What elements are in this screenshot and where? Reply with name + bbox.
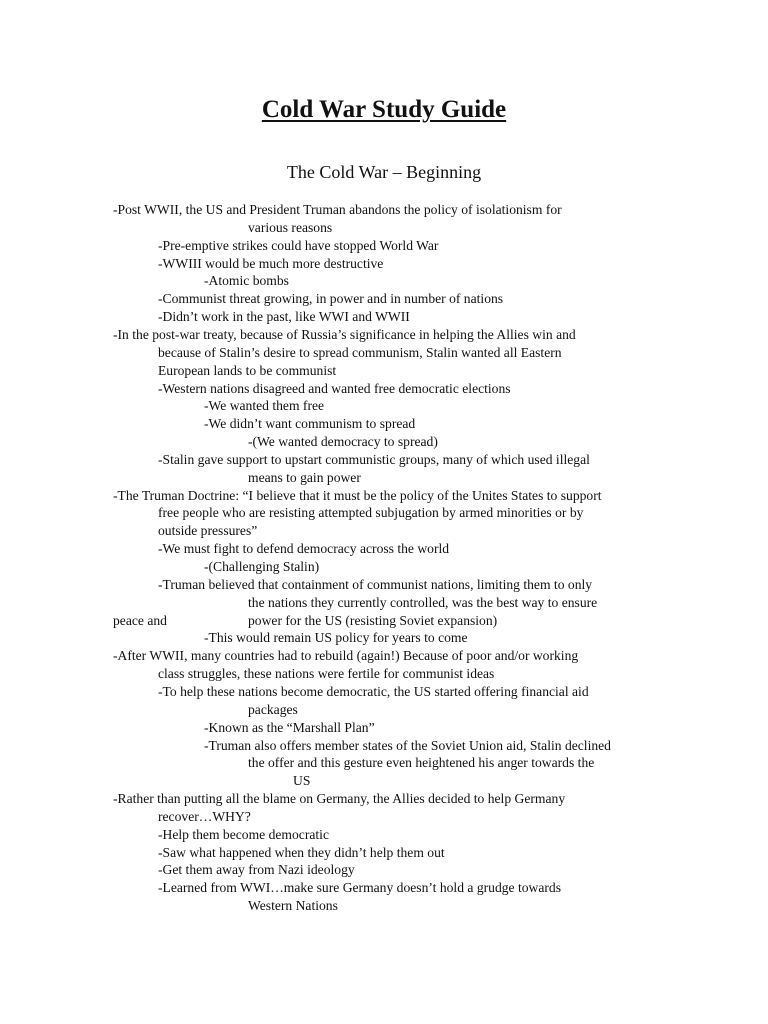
text-line: peace and bbox=[113, 612, 167, 628]
text-line: -We must fight to defend democracy across the world bbox=[158, 541, 450, 557]
text-line: -Known as the “Marshall Plan” bbox=[204, 719, 375, 735]
text-line: -We wanted them free bbox=[204, 398, 325, 414]
text-line: -We didn’t want communism to spread bbox=[204, 416, 416, 432]
text-line: -Learned from WWI…make sure Germany doesn’t hold a grudge towards bbox=[158, 880, 562, 896]
text-line: free people who are resisting attempted subjugation by armed minorities or by bbox=[158, 505, 584, 521]
text-line: the offer and this gesture even heightened his anger towards the bbox=[248, 755, 595, 771]
text-line: -Post WWII, the US and President Truman abandons the policy of isolationism for bbox=[113, 202, 562, 217]
text-line: -The Truman Doctrine: “I believe that it must be the policy of the Unites States to support bbox=[113, 487, 602, 503]
text-line: -(We wanted democracy to spread) bbox=[248, 434, 438, 450]
text-line: -(Challenging Stalin) bbox=[204, 559, 320, 574]
text-line: -Get them away from Nazi ideology bbox=[158, 862, 355, 878]
text-line: means to gain power bbox=[248, 469, 361, 485]
text-line: various reasons bbox=[248, 219, 333, 235]
text-line: class struggles, these nations were fertile for communist ideas bbox=[158, 666, 495, 682]
text-line: because of Stalin’s desire to spread communism, Stalin wanted all Eastern bbox=[158, 344, 562, 360]
text-line: -This would remain US policy for years to come bbox=[204, 630, 468, 646]
text-line: -Rather than putting all the blame on Germany, the Allies decided to help Germany bbox=[113, 791, 566, 807]
text-line: -To help these nations become democratic, the US started offering financial aid bbox=[158, 683, 589, 699]
text-line: -Western nations disagreed and wanted free democratic elections bbox=[158, 380, 511, 396]
text-line: -WWIII would be much more destructive bbox=[158, 255, 384, 271]
text-line: -Pre-emptive strikes could have stopped World War bbox=[158, 237, 439, 253]
text-line: Western Nations bbox=[248, 898, 338, 914]
text-line: -After WWII, many countries had to rebuild (again!) Because of poor and/or working bbox=[113, 648, 579, 664]
text-line: -Communist threat growing, in power and in number of nations bbox=[158, 291, 504, 307]
text-line: packages bbox=[248, 701, 298, 717]
text-line-continuation: power for the US (resisting Soviet expansion) bbox=[248, 612, 498, 628]
text-line: US bbox=[293, 773, 311, 789]
text-line: -Truman believed that containment of communist nations, limiting them to only bbox=[158, 576, 593, 592]
text-line: -Truman also offers member states of the Soviet Union aid, Stalin declined bbox=[204, 737, 611, 753]
text-line: -In the post-war treaty, because of Russia’s significance in helping the Allies win and bbox=[113, 326, 576, 342]
text-line: -Didn’t work in the past, like WWI and WWII bbox=[158, 309, 410, 325]
text-line: -Saw what happened when they didn’t help them out bbox=[158, 844, 445, 860]
text-line: -Stalin gave support to upstart communistic groups, many of which used illegal bbox=[158, 451, 590, 467]
document-title: Cold War Study Guide bbox=[261, 96, 507, 123]
text-line: the nations they currently controlled, was the best way to ensure bbox=[248, 594, 598, 610]
text-line: -Atomic bombs bbox=[204, 273, 289, 289]
text-line: outside pressures” bbox=[158, 523, 258, 539]
document-subtitle: The Cold War – Beginning bbox=[286, 162, 482, 182]
text-line: -Help them become democratic bbox=[158, 826, 329, 842]
text-line: European lands to be communist bbox=[158, 362, 337, 378]
text-line: recover…WHY? bbox=[158, 808, 251, 824]
